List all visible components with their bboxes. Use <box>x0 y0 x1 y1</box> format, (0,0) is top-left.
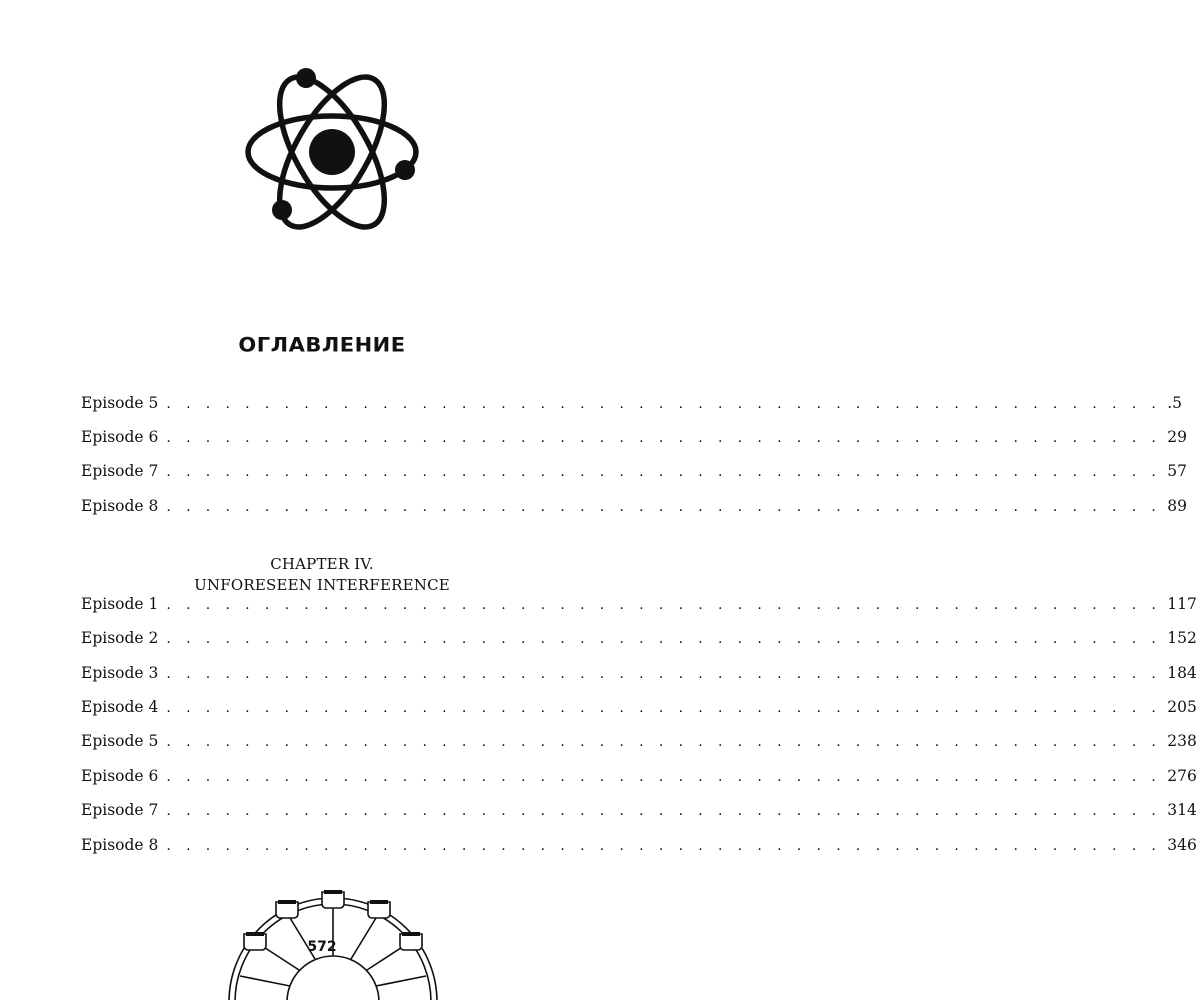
toc-entry-page: 276 <box>1167 767 1197 785</box>
toc-entry-page: 152 <box>1167 629 1197 647</box>
toc-entry-page: 29 <box>1167 428 1187 446</box>
toc-entry <box>81 836 1197 858</box>
toc-entry-page: 57 <box>1167 462 1187 480</box>
toc-entry-label: Episode 8 <box>81 497 159 515</box>
toc-entry-label: Episode 7 <box>81 801 159 819</box>
toc-entry <box>81 664 1197 686</box>
toc-entry-page: 346 <box>1167 836 1197 854</box>
toc-leader-dots: . . . . . . . . . . . . . . . . . . . . . . . . . . . . . . . . . . . . . . . . . . . . . . . . . . . <box>166 700 1162 716</box>
toc-entry-label: Episode 4 <box>81 698 159 716</box>
toc-leader-dots: . . . . . . . . . . . . . . . . . . . . . . . . . . . . . . . . . . . . . . . . . . . . . . . . . . . <box>166 499 1162 515</box>
toc-entry-label: Episode 1 <box>81 595 159 613</box>
toc-leader-dots: . . . . . . . . . . . . . . . . . . . . . . . . . . . . . . . . . . . . . . . . . . . . . . . . . . . <box>166 464 1162 480</box>
toc-entry-page: 89 <box>1167 497 1187 515</box>
toc-entry <box>81 394 1183 416</box>
toc-entry-label: Episode 5 <box>81 394 159 412</box>
toc-entry <box>81 497 1187 519</box>
toc-leader-dots: . . . . . . . . . . . . . . . . . . . . . . . . . . . . . . . . . . . . . . . . . . . . . . . . . . . <box>166 666 1162 682</box>
toc-entry <box>81 629 1197 651</box>
toc-entry-page: 184 <box>1167 664 1197 682</box>
page-title: ОГЛАВЛЕНИЕ <box>238 333 406 357</box>
toc-entry-label: Episode 5 <box>81 732 159 750</box>
atom-icon <box>242 64 422 236</box>
toc-entry <box>81 595 1197 617</box>
toc-entry-label: Episode 6 <box>81 767 159 785</box>
chapter-number: CHAPTER IV. <box>270 555 374 573</box>
toc-leader-dots: . . . . . . . . . . . . . . . . . . . . . . . . . . . . . . . . . . . . . . . . . . . . . . . . . . . <box>166 769 1162 785</box>
toc-leader-dots: . . . . . . . . . . . . . . . . . . . . . . . . . . . . . . . . . . . . . . . . . . . . . . . . . . . <box>166 597 1162 613</box>
toc-leader-dots: . . . . . . . . . . . . . . . . . . . . . . . . . . . . . . . . . . . . . . . . . . . . . . . . . . . <box>166 838 1162 854</box>
toc-entry-page: 314 <box>1167 801 1197 819</box>
toc-entry-label: Episode 8 <box>81 836 159 854</box>
toc-entry-label: Episode 3 <box>81 664 159 682</box>
toc-leader-dots: . . . . . . . . . . . . . . . . . . . . . . . . . . . . . . . . . . . . . . . . . . . . . . . . . . . <box>166 396 1162 412</box>
toc-entry-label: Episode 2 <box>81 629 159 647</box>
toc-entry-label: Episode 7 <box>81 462 159 480</box>
toc-leader-dots: . . . . . . . . . . . . . . . . . . . . . . . . . . . . . . . . . . . . . . . . . . . . . . . . . . . <box>166 803 1162 819</box>
toc-entry-page: .5 <box>1167 394 1183 412</box>
page-number: 572 <box>307 939 337 955</box>
toc-entry-page: 117 <box>1167 595 1197 613</box>
chapter-name: UNFORESEEN INTERFERENCE <box>194 576 450 594</box>
toc-entry <box>81 428 1187 450</box>
toc-entry-label: Episode 6 <box>81 428 159 446</box>
toc-leader-dots: . . . . . . . . . . . . . . . . . . . . . . . . . . . . . . . . . . . . . . . . . . . . . . . . . . . <box>166 734 1162 750</box>
toc-leader-dots: . . . . . . . . . . . . . . . . . . . . . . . . . . . . . . . . . . . . . . . . . . . . . . . . . . . <box>166 631 1162 647</box>
toc-entry <box>81 462 1187 484</box>
toc-entry <box>81 732 1197 754</box>
toc-leader-dots: . . . . . . . . . . . . . . . . . . . . . . . . . . . . . . . . . . . . . . . . . . . . . . . . . . . <box>166 430 1162 446</box>
toc-entry <box>81 698 1197 720</box>
toc-entry <box>81 801 1197 823</box>
toc-entry-page: 205 <box>1167 698 1197 716</box>
toc-entry <box>81 767 1197 789</box>
toc-entry-page: 238 <box>1167 732 1197 750</box>
